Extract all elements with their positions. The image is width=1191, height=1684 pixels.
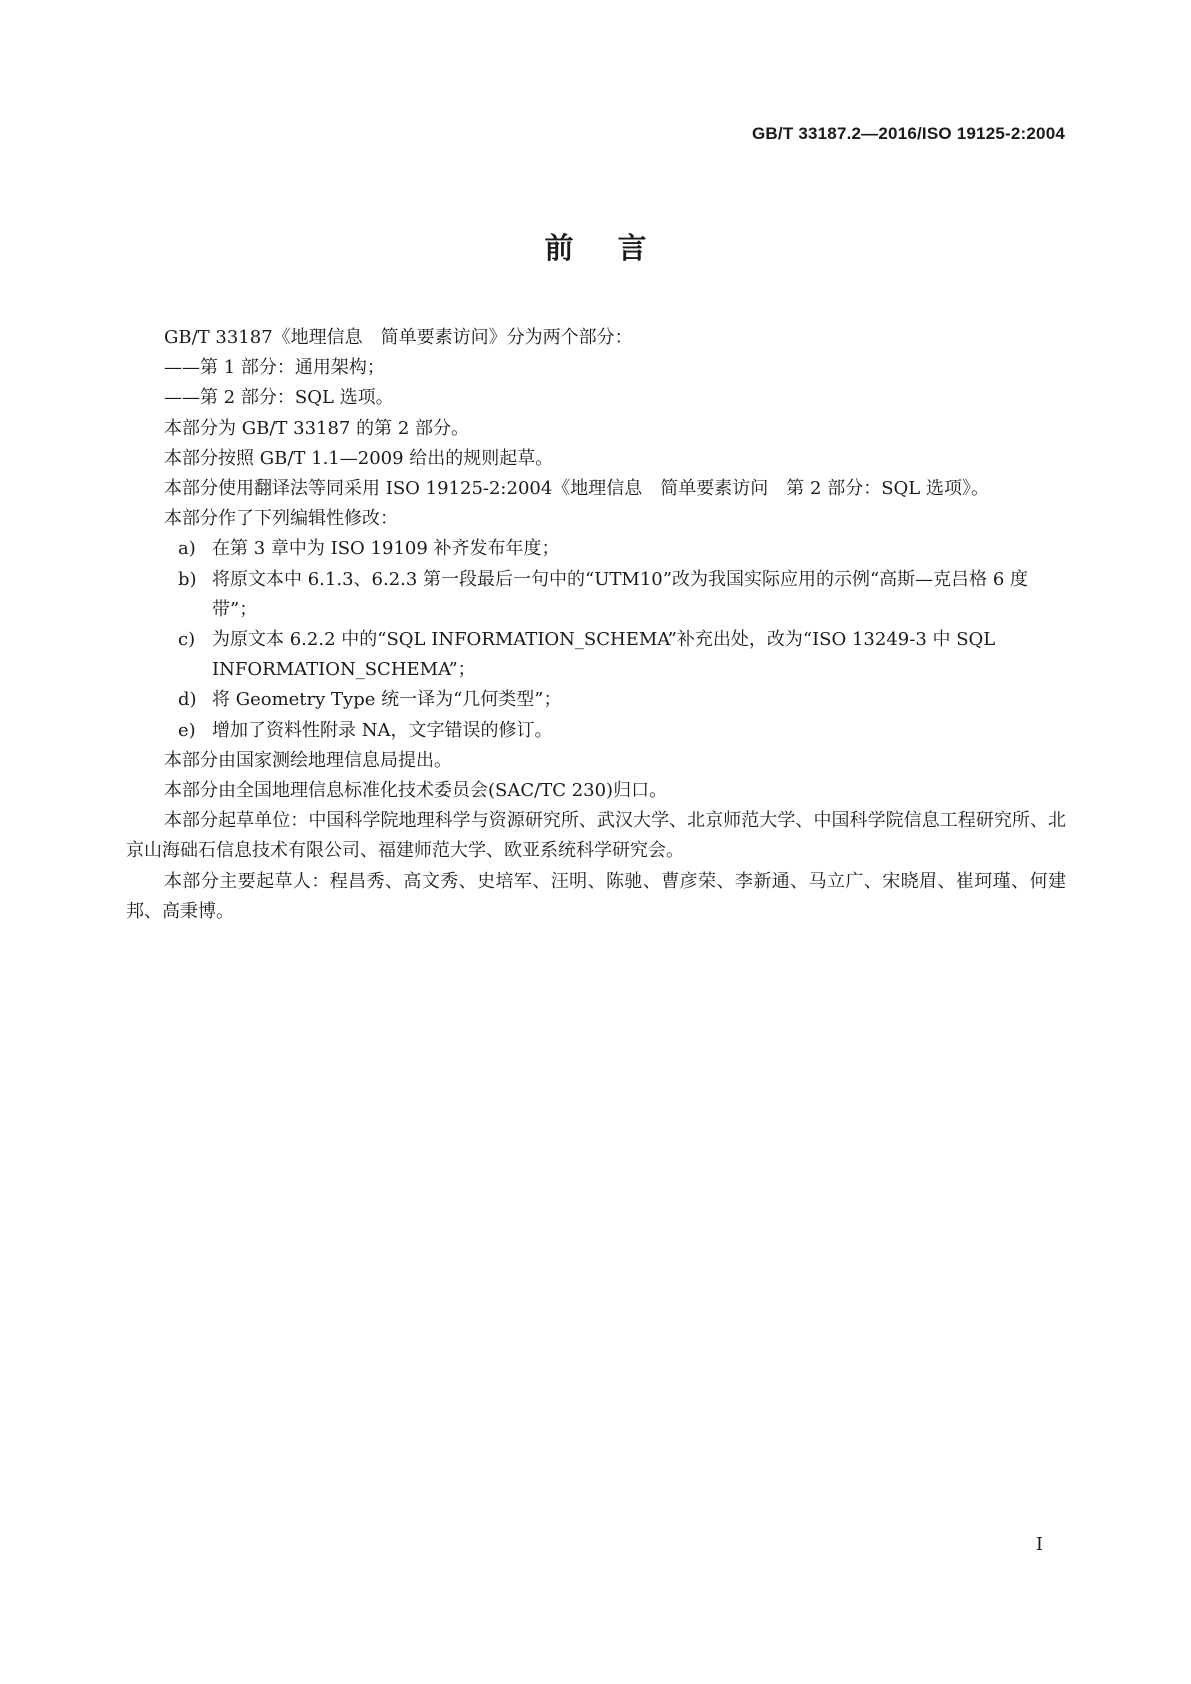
foreword-body [126,323,1066,927]
modification-label: e) [178,719,196,741]
paragraph-parts-intro: GB/T 33187《地理信息 简单要素访问》分为两个部分： [164,327,633,348]
modification-item-e [126,716,1066,746]
paragraph-drafters: 本部分主要起草人：程昌秀、高文秀、史培军、汪明、陈驰、曹彦荣、李新通、马立广、宋晓眉、崔珂瑾、何建邦、高秉博。 [126,870,1066,922]
modification-item-b [126,565,1066,625]
paragraph-part-statement: 本部分为 GB/T 33187 的第 2 部分。 [164,417,469,439]
modification-label: d) [178,689,197,711]
modification-text: 将 Geometry Type 统一译为“几何类型”； [212,689,562,711]
modification-text: 将原文本中 6.1.3、6.2.3 第一段最后一句中的“UTM10”改为我国实际应用的示例“高斯—克吕格 6 度带”； [212,568,1029,620]
paragraph-adoption: 本部分使用翻译法等同采用 ISO 19125-2:2004《地理信息 简单要素访问 第 2 部分：SQL 选项》。 [164,478,989,500]
paragraph-proposed-by: 本部分由国家测绘地理信息局提出。 [164,749,452,771]
page-title: 前言 [544,231,691,265]
modification-item-a [126,534,1066,564]
modification-label: c) [178,629,196,651]
paragraph-modifications-intro: 本部分作了下列编辑性修改： [164,508,398,530]
modification-text: 为原文本 6.2.2 中的“SQL INFORMATION_SCHEMA”补充出处，改为“ISO 13249-3 中 SQL INFORMATION_SCHEMA”； [212,629,996,681]
modification-item-d [126,685,1066,715]
modification-text: 在第 3 章中为 ISO 19109 补齐发布年度； [212,538,560,560]
modification-label: a) [178,538,196,560]
paragraph-centralized-by: 本部分由全国地理信息标准化技术委员会(SAC/TC 230)归口。 [164,780,668,802]
standard-code: GB/T 33187.2—2016/ISO 19125-2:2004 [752,124,1065,143]
part-2-item: ——第 2 部分：SQL 选项。 [164,387,394,409]
modification-text: 增加了资料性附录 NA，文字错误的修订。 [212,719,553,741]
paragraph-drafting-rules: 本部分按照 GB/T 1.1—2009 给出的规则起草。 [164,447,554,469]
part-1-item: ——第 1 部分：通用架构； [164,357,385,379]
page-number: I [1035,1534,1043,1555]
modification-label: b) [178,568,197,590]
paragraph-drafting-units: 本部分起草单位：中国科学院地理科学与资源研究所、武汉大学、北京师范大学、中国科学院信息工程研究所、北京山海础石信息技术有限公司、福建师范大学、欧亚系统科学研究会。 [126,810,1066,862]
modification-item-c [126,625,1066,685]
